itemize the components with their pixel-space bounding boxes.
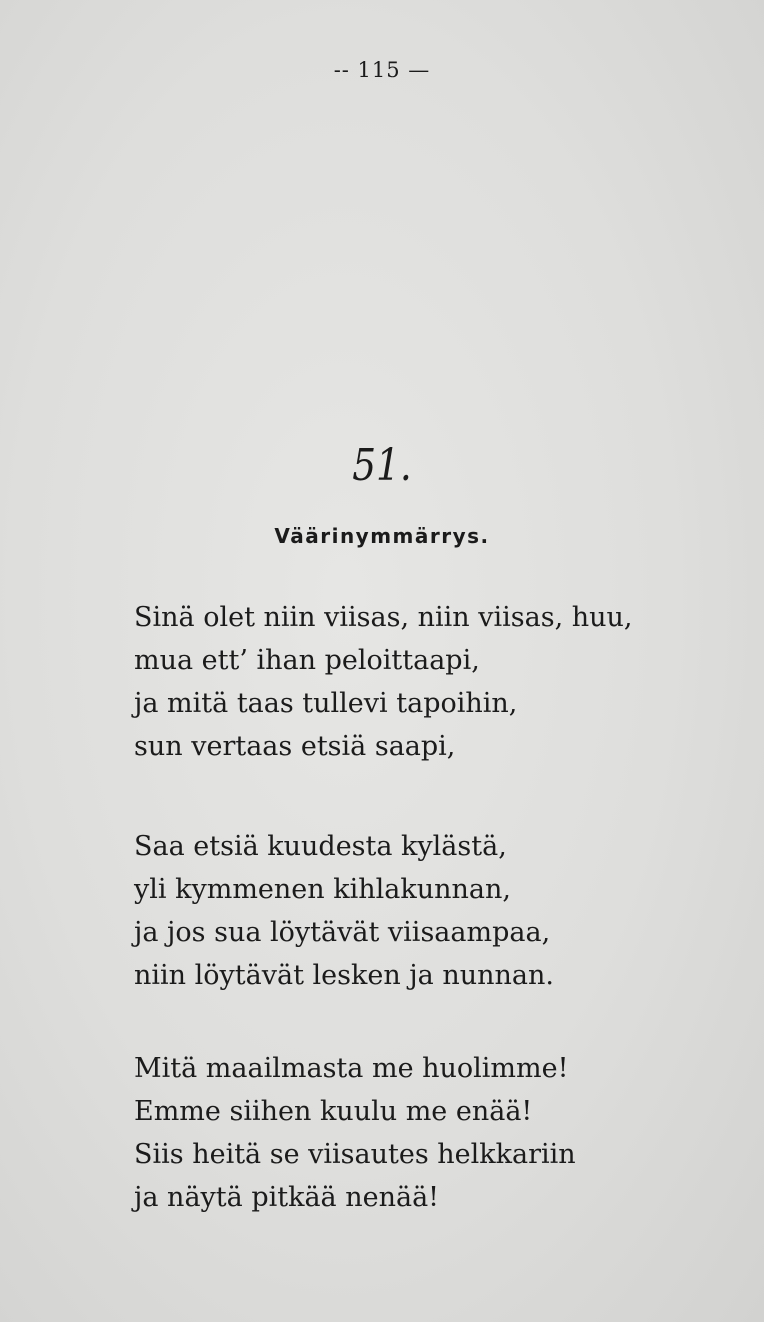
poem-line: ja mitä taas tullevi tapoihin, xyxy=(134,688,518,719)
stanza-2 xyxy=(134,825,554,997)
poem-line: ja näytä pitkää nenää! xyxy=(134,1182,440,1213)
poem-line: mua ett’ ihan peloittaapi, xyxy=(134,645,480,676)
poem-line: yli kymmenen kihlakunnan, xyxy=(134,874,511,905)
show-through-text xyxy=(224,118,644,290)
poem-line: niin löytävät lesken ja nunnan. xyxy=(134,960,554,991)
poem-number: 51. xyxy=(352,440,412,491)
poem-line: Saa etsiä kuudesta kylästä, xyxy=(134,831,507,862)
poem-line: Sinä olet niin viisas, niin viisas, huu, xyxy=(134,602,633,633)
poem-line: sun vertaas etsiä saapi, xyxy=(134,731,456,762)
poem-title: Väärinymmärrys. xyxy=(274,524,490,548)
stanza-1 xyxy=(134,596,633,768)
page-number: -- 115 — xyxy=(333,58,431,82)
poem-line: ja jos sua löytävät viisaampaa, xyxy=(134,917,551,948)
stanza-3 xyxy=(134,1047,576,1219)
poem-line: Emme siihen kuulu me enää! xyxy=(134,1096,533,1127)
poem-line: Siis heitä se viisautes helkkariin xyxy=(134,1139,576,1170)
poem-line: Mitä maailmasta me huolimme! xyxy=(134,1053,569,1084)
